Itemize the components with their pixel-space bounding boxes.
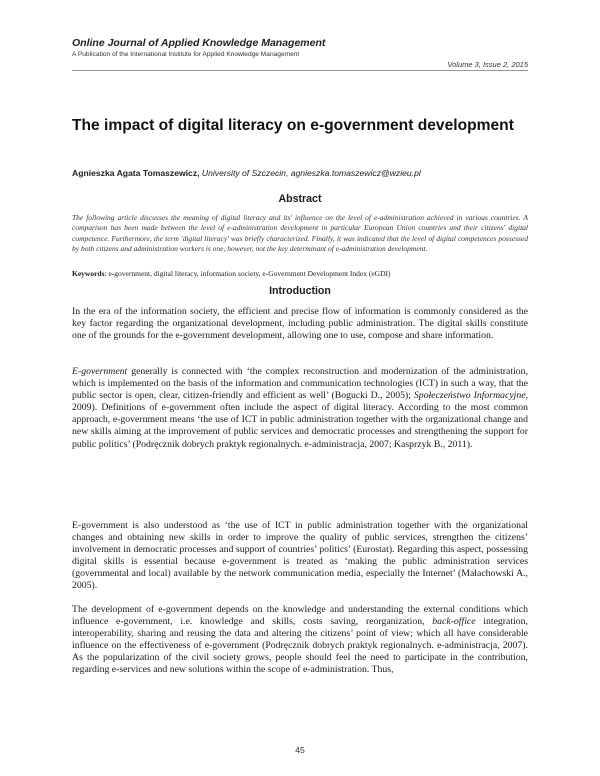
volume-issue: Volume 3, Issue 2, 2015	[447, 60, 528, 69]
paragraph-4	[72, 604, 528, 677]
paragraph-2-part-a: generally is connected with ‘the complex reconstruction and modernization of the administration, which is implemented on the basis of the information and communication technologies (ICT) in such a way, that the public sector is open, clear, citizen-friendly and efficient as well’ (Bogucki D., 2005);	[72, 366, 528, 402]
journal-subtitle: A Publication of the International Institute for Applied Knowledge Management	[72, 51, 300, 58]
paragraph-1: In the era of the information society, the efficient and precise flow of information is commonly considered as the key factor regarding the organizational development, including public administration. The digital skills constitute one of the grounds for the e-government development, allowing one to use, compose and share information.	[72, 306, 528, 342]
keywords-text: : e-government, digital literacy, information society, e-Government Development Index (eGDI)	[104, 269, 391, 278]
header-divider	[72, 70, 528, 71]
introduction-heading: Introduction	[269, 285, 331, 297]
journal-title: Online Journal of Applied Knowledge Management	[72, 37, 326, 49]
egov-term: E-government	[72, 366, 128, 377]
keywords-label: Keywords	[72, 269, 105, 278]
article-title: The impact of digital literacy on e-government development	[72, 117, 514, 134]
abstract-text: The following article discusses the meaning of digital literacy and its' influence on the level of e-administration achieved in various countries. A comparison has been made between the level of e-administration development in particular European Union countries and their citizens' digital competence. Furthermore, the term 'digital literacy' was briefly characterized. Finally, it was indicated that the level of digital competences possessed by both citizens and administration workers is one, however, not the key determinant of e-administration development.	[72, 213, 528, 254]
page-number: 45	[295, 745, 305, 755]
keywords-line	[72, 269, 528, 278]
source-title: Społeczeństwo Informacyjne,	[413, 390, 529, 402]
abstract-heading: Abstract	[278, 193, 322, 205]
author-line	[72, 168, 421, 178]
author-affiliation: University of Szczecin, agnieszka.tomaszewicz@wzieu.pl	[201, 168, 421, 178]
author-name: Agnieszka Agata Tomaszewicz,	[72, 168, 200, 178]
paragraph-2	[72, 366, 528, 451]
paragraph-4-part-b: integration, interoperability, sharing and reusing the data and altering the citizens’ point of view; which all have considerable influence on the effectiveness of e-government (Podręcznik dobrych praktyk regionalnych. e-administracja, 2007). As the popularization of the civil society grows, people should feel the need to participate in the contribution, regarding e-services and new solutions within the scope of e-administration. Thus,	[72, 616, 528, 676]
paragraph-4-part-a: The development of e-government depends on the knowledge and understanding the external conditions which influence e-government, i.e. knowledge and skills, costs saving, reorganization,	[72, 604, 528, 628]
paragraph-2-part-b: 2009). Definitions of e-government often include the aspect of digital literacy. According to the most common approach, e-government means ‘the use of ICT in public administration together with the organizational change and new skills aiming at the improvement of public services and democratic processes and strengthening the support for public politics’ (Podręcznik dobrych praktyk regionalnych. e-administracja, 2007; Kasprzyk B., 2011).	[72, 402, 528, 450]
paragraph-3: E-government is also understood as ‘the use of ICT in public administration together with the organizational changes and obtaining new skills in order to improve the quality of public services, strengthen the citizens’ involvement in democratic processes and support of countries’ politics’ (Eurostat). Regarding this aspect, possessing digital skills is essential because e-government is treated as ‘making the public administration services (governmental and local) available by the network communication media, especially the Internet’ (Małachowski A., 2005).	[72, 520, 528, 592]
back-office-term: back-office	[432, 616, 476, 628]
